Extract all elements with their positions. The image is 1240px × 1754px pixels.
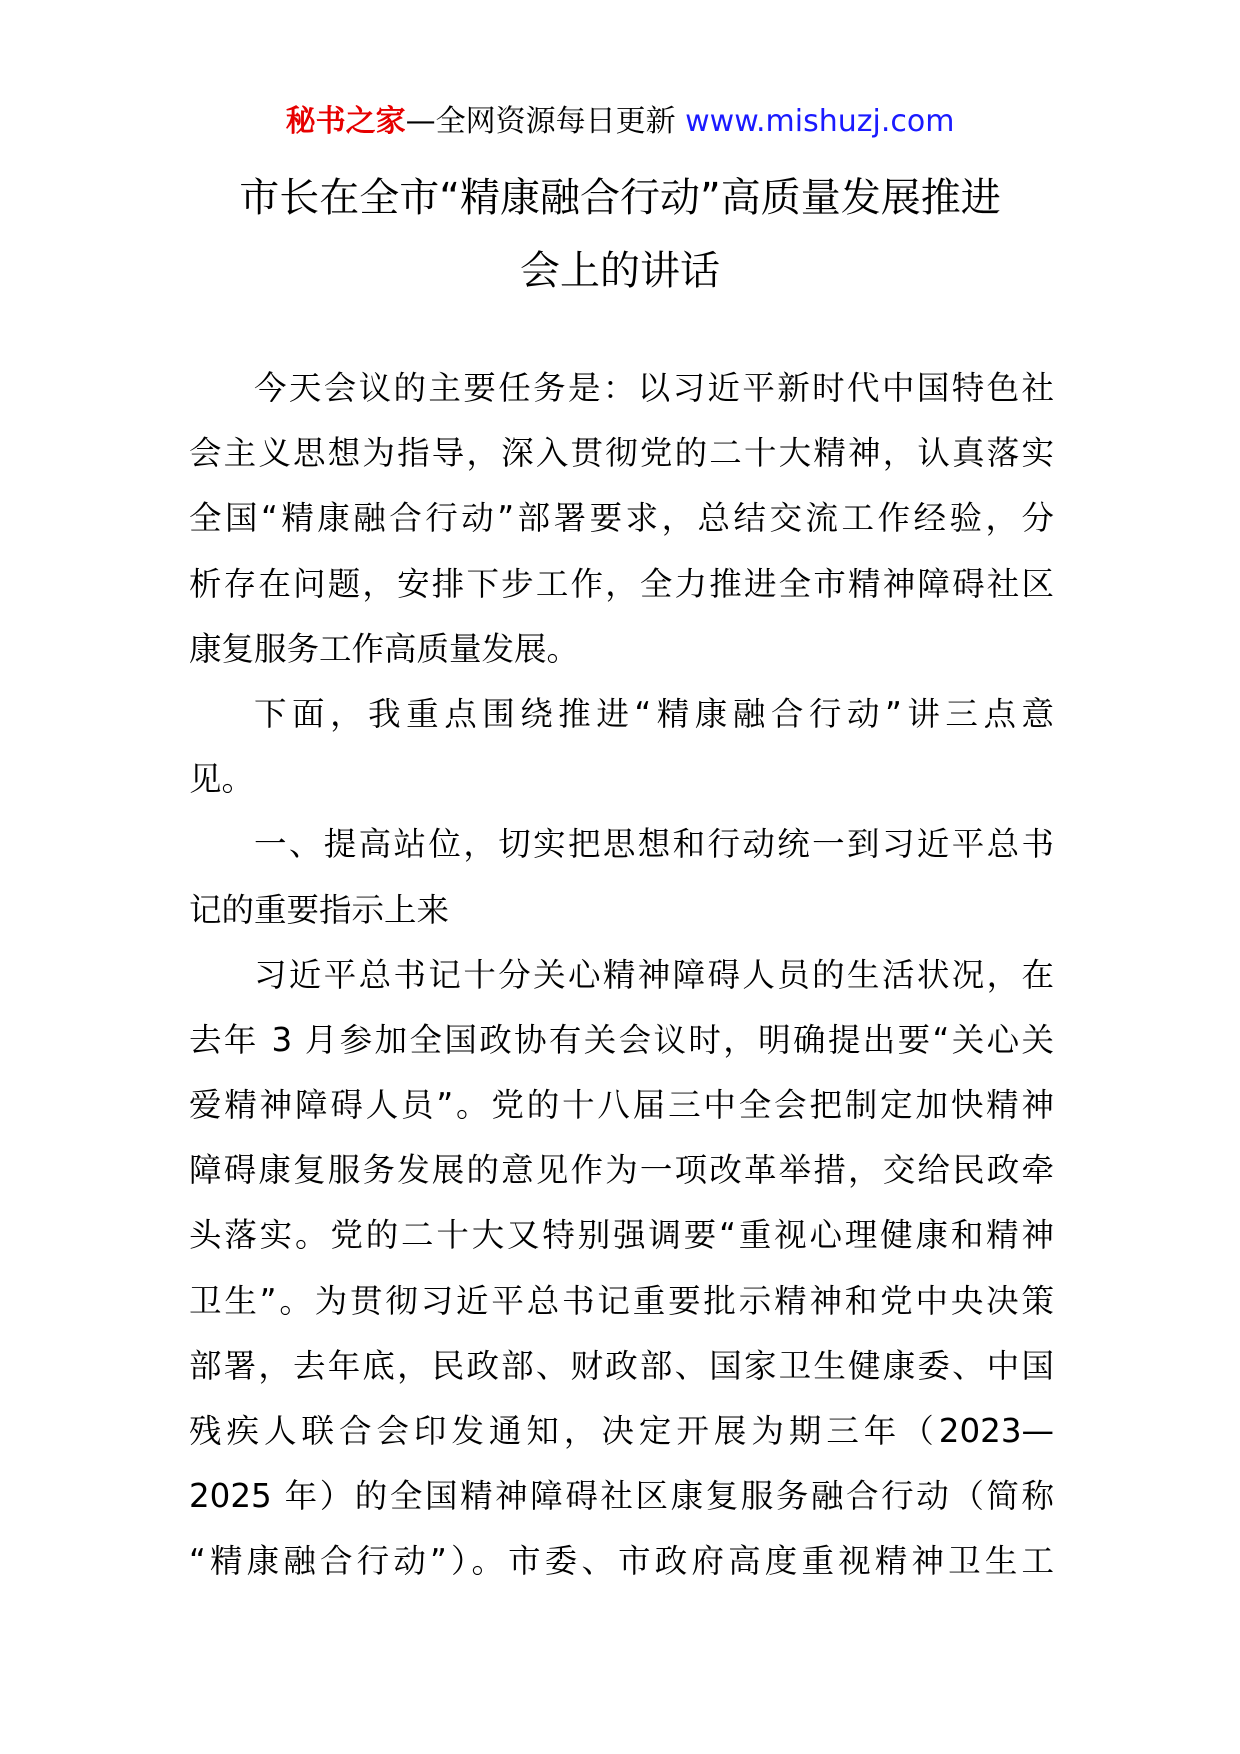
body-line: 析存在问题，安排下步工作，全力推进全市精神障碍社区: [189, 564, 1054, 603]
site-header: [0, 100, 1240, 144]
section-heading-line: 记的重要指示上来: [189, 890, 450, 929]
title-line-1: 市长在全市“精康融合行动”高质量发展推进: [239, 175, 1001, 221]
body-line: 会主义思想为指导，深入贯彻党的二十大精神，认真落实: [189, 434, 1054, 473]
body-line: 头落实。党的二十大又特别强调要“重视心理健康和精神: [189, 1216, 1054, 1255]
section-heading-line: 一、提高站位，切实把思想和行动统一到习近平总书: [254, 825, 1054, 864]
body-line: 卫生”。为贯彻习近平总书记重要批示精神和党中央决策: [189, 1281, 1054, 1320]
page-title: [150, 162, 1090, 308]
title-line-2: 会上的讲话: [520, 248, 720, 294]
brand-name: 秘书之家: [285, 104, 406, 139]
header-tagline: —全网资源每日更新: [405, 104, 676, 139]
body-line: 下面，我重点围绕推进“精康融合行动”讲三点意: [254, 694, 1054, 733]
site-url-link[interactable]: www.mishuzj.com: [685, 104, 955, 139]
body-line: 见。: [189, 760, 255, 799]
body-line: “精康融合行动”）。市委、市政府高度重视精神卫生工: [189, 1542, 1054, 1581]
body-line: 去年 3 月参加全国政协有关会议时，明确提出要“关心关: [189, 1020, 1054, 1059]
body-line: 康复服务工作高质量发展。: [189, 629, 580, 668]
body-line: 全国“精康融合行动”部署要求，总结交流工作经验，分: [189, 499, 1054, 538]
speech-body: [189, 356, 1054, 1595]
body-line: 习近平总书记十分关心精神障碍人员的生活状况，在: [254, 955, 1054, 994]
body-line: 障碍康复服务发展的意见作为一项改革举措，交给民政牵: [189, 1151, 1054, 1190]
body-line: 2025 年）的全国精神障碍社区康复服务融合行动（简称: [189, 1477, 1054, 1516]
body-line: 爱精神障碍人员”。党的十八届三中全会把制定加快精神: [189, 1086, 1054, 1125]
body-line: 今天会议的主要任务是：以习近平新时代中国特色社: [254, 369, 1054, 407]
body-line: 残疾人联合会印发通知，决定开展为期三年（2023—: [189, 1412, 1054, 1450]
body-line: 部署，去年底，民政部、财政部、国家卫生健康委、中国: [189, 1346, 1054, 1385]
